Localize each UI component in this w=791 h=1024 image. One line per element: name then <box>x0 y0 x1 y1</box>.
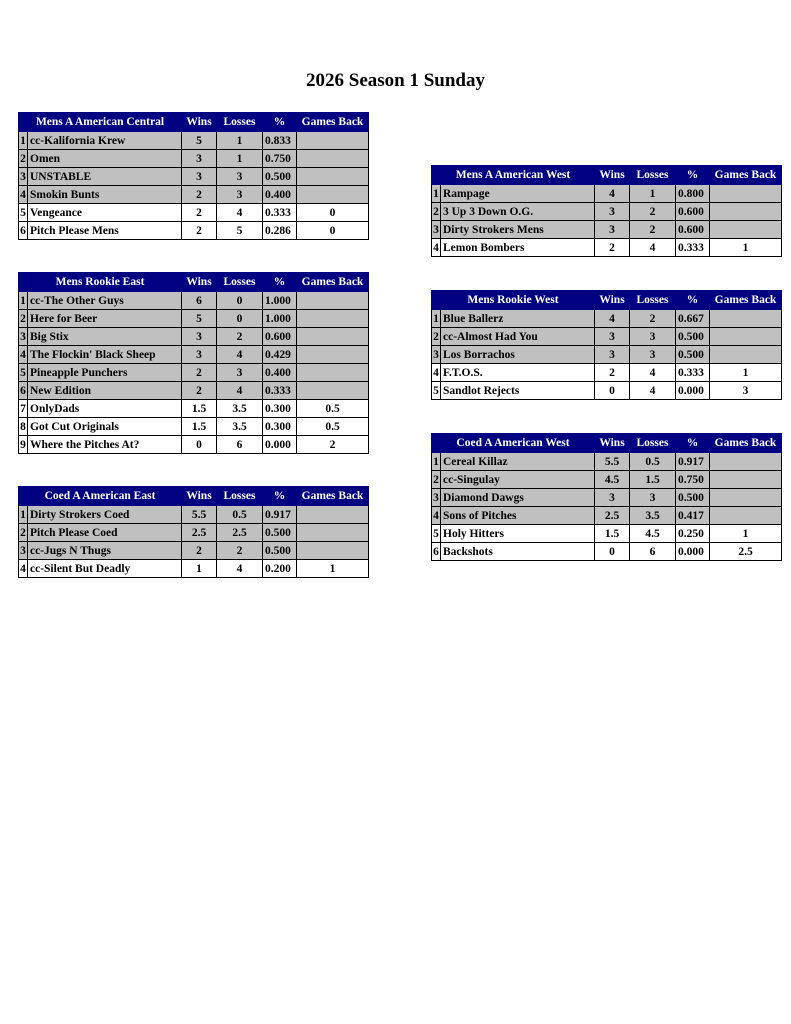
table-row <box>432 525 782 543</box>
losses-cell: 4 <box>217 346 263 364</box>
games-back-cell <box>297 168 369 186</box>
wins-cell: 2 <box>182 382 217 400</box>
games-back-cell <box>710 221 782 239</box>
rank-cell: 2 <box>19 310 28 328</box>
games-back-cell <box>710 185 782 203</box>
games-back-cell <box>297 186 369 204</box>
losses-cell: 0 <box>217 292 263 310</box>
games-back-cell <box>297 382 369 400</box>
table-row <box>19 524 369 542</box>
pct-cell: 0.833 <box>263 132 297 150</box>
team-name-cell: F.T.O.S. <box>441 364 595 382</box>
games-back-cell <box>297 506 369 524</box>
losses-header: Losses <box>217 273 263 292</box>
pct-cell: 0.000 <box>263 436 297 454</box>
games-back-header: Games Back <box>297 273 369 292</box>
games-back-cell <box>710 203 782 221</box>
pct-cell: 0.286 <box>263 222 297 240</box>
games-back-cell: 1 <box>710 364 782 382</box>
team-name-cell: Sons of Pitches <box>441 507 595 525</box>
table-row <box>432 310 782 328</box>
division-name: Mens Rookie West <box>432 291 595 310</box>
wins-cell: 1.5 <box>182 400 217 418</box>
table-row <box>432 185 782 203</box>
rank-cell: 3 <box>432 489 441 507</box>
table-row <box>19 560 369 578</box>
table-row <box>432 507 782 525</box>
table-row <box>19 168 369 186</box>
pct-cell: 0.000 <box>676 543 710 561</box>
team-name-cell: cc-Jugs N Thugs <box>28 542 182 560</box>
rank-cell: 4 <box>19 346 28 364</box>
losses-header: Losses <box>630 434 676 453</box>
wins-cell: 3 <box>595 203 630 221</box>
table-header <box>432 434 782 453</box>
losses-cell: 4.5 <box>630 525 676 543</box>
team-name-cell: Pitch Please Mens <box>28 222 182 240</box>
pct-cell: 0.400 <box>263 186 297 204</box>
table-row <box>19 186 369 204</box>
team-name-cell: Sandlot Rejects <box>441 382 595 400</box>
wins-cell: 2.5 <box>182 524 217 542</box>
pct-cell: 0.333 <box>676 239 710 257</box>
rank-cell: 1 <box>432 185 441 203</box>
pct-cell: 0.800 <box>676 185 710 203</box>
games-back-cell <box>710 346 782 364</box>
wins-cell: 3 <box>182 150 217 168</box>
team-name-cell: The Flockin' Black Sheep <box>28 346 182 364</box>
table-row <box>432 453 782 471</box>
pct-cell: 1.000 <box>263 292 297 310</box>
team-name-cell: Backshots <box>441 543 595 561</box>
division-name: Coed A American West <box>432 434 595 453</box>
table-header <box>432 166 782 185</box>
pct-cell: 0.500 <box>263 168 297 186</box>
losses-cell: 0.5 <box>630 453 676 471</box>
wins-cell: 3 <box>182 168 217 186</box>
losses-cell: 3 <box>217 186 263 204</box>
losses-cell: 4 <box>630 364 676 382</box>
rank-cell: 3 <box>19 168 28 186</box>
pct-cell: 0.000 <box>676 382 710 400</box>
team-name-cell: Blue Ballerz <box>441 310 595 328</box>
games-back-cell <box>297 346 369 364</box>
pct-header: % <box>263 273 297 292</box>
wins-cell: 1.5 <box>182 418 217 436</box>
rank-cell: 2 <box>19 524 28 542</box>
losses-header: Losses <box>630 291 676 310</box>
rank-cell: 5 <box>19 204 28 222</box>
wins-header: Wins <box>595 291 630 310</box>
team-name-cell: Omen <box>28 150 182 168</box>
rank-cell: 4 <box>432 507 441 525</box>
team-name-cell: Rampage <box>441 185 595 203</box>
games-back-cell <box>710 453 782 471</box>
pct-cell: 0.600 <box>263 328 297 346</box>
table-row <box>19 150 369 168</box>
games-back-cell: 0.5 <box>297 418 369 436</box>
table-row <box>19 132 369 150</box>
table-header <box>19 273 369 292</box>
losses-cell: 1 <box>217 132 263 150</box>
rank-cell: 2 <box>432 328 441 346</box>
table-row <box>19 292 369 310</box>
games-back-cell: 1 <box>297 560 369 578</box>
pct-cell: 0.917 <box>263 506 297 524</box>
wins-cell: 3 <box>595 346 630 364</box>
games-back-header: Games Back <box>297 487 369 506</box>
wins-cell: 5 <box>182 310 217 328</box>
wins-cell: 2 <box>182 364 217 382</box>
team-name-cell: Lemon Bombers <box>441 239 595 257</box>
games-back-cell: 1 <box>710 239 782 257</box>
pct-cell: 0.400 <box>263 364 297 382</box>
team-name-cell: New Edition <box>28 382 182 400</box>
team-name-cell: Where the Pitches At? <box>28 436 182 454</box>
team-name-cell: Diamond Dawgs <box>441 489 595 507</box>
losses-cell: 0 <box>217 310 263 328</box>
losses-cell: 4 <box>630 382 676 400</box>
standings-coed-a-american-west <box>431 433 782 561</box>
team-name-cell: cc-The Other Guys <box>28 292 182 310</box>
table-row <box>432 382 782 400</box>
table-row <box>432 221 782 239</box>
wins-cell: 4 <box>595 310 630 328</box>
pct-header: % <box>676 166 710 185</box>
losses-cell: 3.5 <box>217 418 263 436</box>
games-back-header: Games Back <box>710 291 782 310</box>
games-back-cell <box>297 328 369 346</box>
wins-cell: 5.5 <box>595 453 630 471</box>
games-back-cell: 3 <box>710 382 782 400</box>
losses-cell: 3.5 <box>630 507 676 525</box>
wins-cell: 2 <box>595 239 630 257</box>
team-name-cell: Cereal Killaz <box>441 453 595 471</box>
wins-cell: 5 <box>182 132 217 150</box>
pct-cell: 0.250 <box>676 525 710 543</box>
wins-cell: 4 <box>595 185 630 203</box>
team-name-cell: Vengeance <box>28 204 182 222</box>
losses-cell: 1 <box>217 150 263 168</box>
wins-cell: 1 <box>182 560 217 578</box>
team-name-cell: Pitch Please Coed <box>28 524 182 542</box>
table-row <box>19 204 369 222</box>
losses-cell: 4 <box>217 204 263 222</box>
losses-cell: 2 <box>217 328 263 346</box>
rank-cell: 1 <box>19 292 28 310</box>
wins-cell: 5.5 <box>182 506 217 524</box>
wins-header: Wins <box>182 113 217 132</box>
pct-cell: 0.750 <box>263 150 297 168</box>
standings-coed-a-american-east <box>18 486 369 578</box>
pct-cell: 1.000 <box>263 310 297 328</box>
rank-cell: 4 <box>19 186 28 204</box>
rank-cell: 8 <box>19 418 28 436</box>
team-name-cell: Pineapple Punchers <box>28 364 182 382</box>
losses-cell: 2 <box>630 221 676 239</box>
team-name-cell: Got Cut Originals <box>28 418 182 436</box>
games-back-cell <box>710 507 782 525</box>
rank-cell: 4 <box>19 560 28 578</box>
games-back-cell: 2.5 <box>710 543 782 561</box>
rank-cell: 5 <box>19 364 28 382</box>
table-row <box>432 346 782 364</box>
wins-cell: 2.5 <box>595 507 630 525</box>
table-header <box>19 113 369 132</box>
table-row <box>19 436 369 454</box>
losses-cell: 2 <box>630 203 676 221</box>
rank-cell: 3 <box>19 328 28 346</box>
games-back-cell <box>297 542 369 560</box>
pct-cell: 0.333 <box>263 204 297 222</box>
losses-header: Losses <box>630 166 676 185</box>
team-name-cell: Dirty Strokers Coed <box>28 506 182 524</box>
standings-mens-rookie-west <box>431 290 782 400</box>
table-row <box>19 418 369 436</box>
losses-cell: 2.5 <box>217 524 263 542</box>
games-back-cell <box>710 328 782 346</box>
rank-cell: 5 <box>432 525 441 543</box>
games-back-cell: 0 <box>297 204 369 222</box>
rank-cell: 2 <box>432 203 441 221</box>
pct-cell: 0.500 <box>263 542 297 560</box>
losses-cell: 6 <box>217 436 263 454</box>
wins-cell: 3 <box>595 328 630 346</box>
wins-cell: 2 <box>182 204 217 222</box>
rank-cell: 4 <box>432 364 441 382</box>
table-row <box>432 543 782 561</box>
pct-cell: 0.300 <box>263 418 297 436</box>
pct-header: % <box>676 291 710 310</box>
games-back-cell <box>710 471 782 489</box>
table-header <box>432 291 782 310</box>
games-back-cell: 1 <box>710 525 782 543</box>
wins-header: Wins <box>182 487 217 506</box>
rank-cell: 5 <box>432 382 441 400</box>
games-back-header: Games Back <box>710 434 782 453</box>
table-row <box>19 346 369 364</box>
standings-mens-a-american-central <box>18 112 369 240</box>
pct-cell: 0.200 <box>263 560 297 578</box>
pct-cell: 0.600 <box>676 221 710 239</box>
team-name-cell: cc-Singulay <box>441 471 595 489</box>
rank-cell: 6 <box>19 382 28 400</box>
page-title: 2026 Season 1 Sunday <box>306 70 485 91</box>
wins-cell: 0 <box>182 436 217 454</box>
losses-cell: 1.5 <box>630 471 676 489</box>
games-back-cell <box>710 310 782 328</box>
wins-header: Wins <box>182 273 217 292</box>
rank-cell: 7 <box>19 400 28 418</box>
pct-header: % <box>263 113 297 132</box>
rank-cell: 4 <box>432 239 441 257</box>
table-row <box>19 506 369 524</box>
table-row <box>19 364 369 382</box>
rank-cell: 1 <box>432 310 441 328</box>
team-name-cell: cc-Kalifornia Krew <box>28 132 182 150</box>
games-back-header: Games Back <box>297 113 369 132</box>
games-back-header: Games Back <box>710 166 782 185</box>
losses-cell: 3 <box>630 328 676 346</box>
pct-header: % <box>263 487 297 506</box>
table-row <box>432 203 782 221</box>
team-name-cell: Holy Hitters <box>441 525 595 543</box>
losses-cell: 5 <box>217 222 263 240</box>
games-back-cell <box>297 364 369 382</box>
rank-cell: 3 <box>19 542 28 560</box>
team-name-cell: Here for Beer <box>28 310 182 328</box>
wins-cell: 2 <box>182 186 217 204</box>
pct-cell: 0.500 <box>676 489 710 507</box>
table-row <box>432 364 782 382</box>
games-back-cell <box>297 132 369 150</box>
wins-cell: 1.5 <box>595 525 630 543</box>
pct-cell: 0.500 <box>676 328 710 346</box>
pct-cell: 0.333 <box>263 382 297 400</box>
rank-cell: 6 <box>432 543 441 561</box>
rank-cell: 2 <box>19 150 28 168</box>
team-name-cell: cc-Almost Had You <box>441 328 595 346</box>
pct-cell: 0.429 <box>263 346 297 364</box>
pct-header: % <box>676 434 710 453</box>
pct-cell: 0.333 <box>676 364 710 382</box>
pct-cell: 0.300 <box>263 400 297 418</box>
games-back-cell: 2 <box>297 436 369 454</box>
pct-cell: 0.917 <box>676 453 710 471</box>
wins-cell: 0 <box>595 382 630 400</box>
losses-cell: 4 <box>630 239 676 257</box>
table-row <box>19 222 369 240</box>
losses-cell: 3 <box>630 489 676 507</box>
games-back-cell <box>297 310 369 328</box>
losses-header: Losses <box>217 487 263 506</box>
games-back-cell <box>297 150 369 168</box>
pct-cell: 0.600 <box>676 203 710 221</box>
losses-cell: 1 <box>630 185 676 203</box>
team-name-cell: Los Borrachos <box>441 346 595 364</box>
table-row <box>432 239 782 257</box>
wins-cell: 2 <box>595 364 630 382</box>
team-name-cell: UNSTABLE <box>28 168 182 186</box>
rank-cell: 1 <box>432 453 441 471</box>
wins-cell: 3 <box>595 221 630 239</box>
games-back-cell <box>297 524 369 542</box>
pct-cell: 0.500 <box>676 346 710 364</box>
losses-cell: 2 <box>630 310 676 328</box>
team-name-cell: OnlyDads <box>28 400 182 418</box>
wins-cell: 3 <box>182 328 217 346</box>
rank-cell: 6 <box>19 222 28 240</box>
team-name-cell: Dirty Strokers Mens <box>441 221 595 239</box>
team-name-cell: Big Stix <box>28 328 182 346</box>
division-name: Mens A American West <box>432 166 595 185</box>
losses-cell: 3.5 <box>217 400 263 418</box>
losses-cell: 3 <box>217 364 263 382</box>
pct-cell: 0.417 <box>676 507 710 525</box>
games-back-cell <box>710 489 782 507</box>
division-name: Coed A American East <box>19 487 182 506</box>
table-row <box>19 400 369 418</box>
table-row <box>19 310 369 328</box>
table-row <box>19 542 369 560</box>
games-back-cell <box>297 292 369 310</box>
table-row <box>432 328 782 346</box>
games-back-cell: 0.5 <box>297 400 369 418</box>
table-row <box>19 328 369 346</box>
wins-header: Wins <box>595 166 630 185</box>
losses-cell: 4 <box>217 560 263 578</box>
pct-cell: 0.500 <box>263 524 297 542</box>
table-row <box>19 382 369 400</box>
losses-header: Losses <box>217 113 263 132</box>
table-row <box>432 471 782 489</box>
wins-cell: 2 <box>182 542 217 560</box>
games-back-cell: 0 <box>297 222 369 240</box>
table-header <box>19 487 369 506</box>
wins-cell: 2 <box>182 222 217 240</box>
rank-cell: 3 <box>432 221 441 239</box>
pct-cell: 0.667 <box>676 310 710 328</box>
wins-cell: 0 <box>595 543 630 561</box>
losses-cell: 3 <box>630 346 676 364</box>
losses-cell: 3 <box>217 168 263 186</box>
rank-cell: 9 <box>19 436 28 454</box>
table-row <box>432 489 782 507</box>
rank-cell: 3 <box>432 346 441 364</box>
standings-mens-a-american-west <box>431 165 782 257</box>
team-name-cell: cc-Silent But Deadly <box>28 560 182 578</box>
losses-cell: 0.5 <box>217 506 263 524</box>
rank-cell: 1 <box>19 506 28 524</box>
rank-cell: 1 <box>19 132 28 150</box>
losses-cell: 4 <box>217 382 263 400</box>
wins-header: Wins <box>595 434 630 453</box>
pct-cell: 0.750 <box>676 471 710 489</box>
wins-cell: 4.5 <box>595 471 630 489</box>
wins-cell: 3 <box>182 346 217 364</box>
rank-cell: 2 <box>432 471 441 489</box>
losses-cell: 6 <box>630 543 676 561</box>
division-name: Mens A American Central <box>19 113 182 132</box>
wins-cell: 3 <box>595 489 630 507</box>
division-name: Mens Rookie East <box>19 273 182 292</box>
team-name-cell: Smokin Bunts <box>28 186 182 204</box>
wins-cell: 6 <box>182 292 217 310</box>
team-name-cell: 3 Up 3 Down O.G. <box>441 203 595 221</box>
losses-cell: 2 <box>217 542 263 560</box>
standings-mens-rookie-east <box>18 272 369 454</box>
